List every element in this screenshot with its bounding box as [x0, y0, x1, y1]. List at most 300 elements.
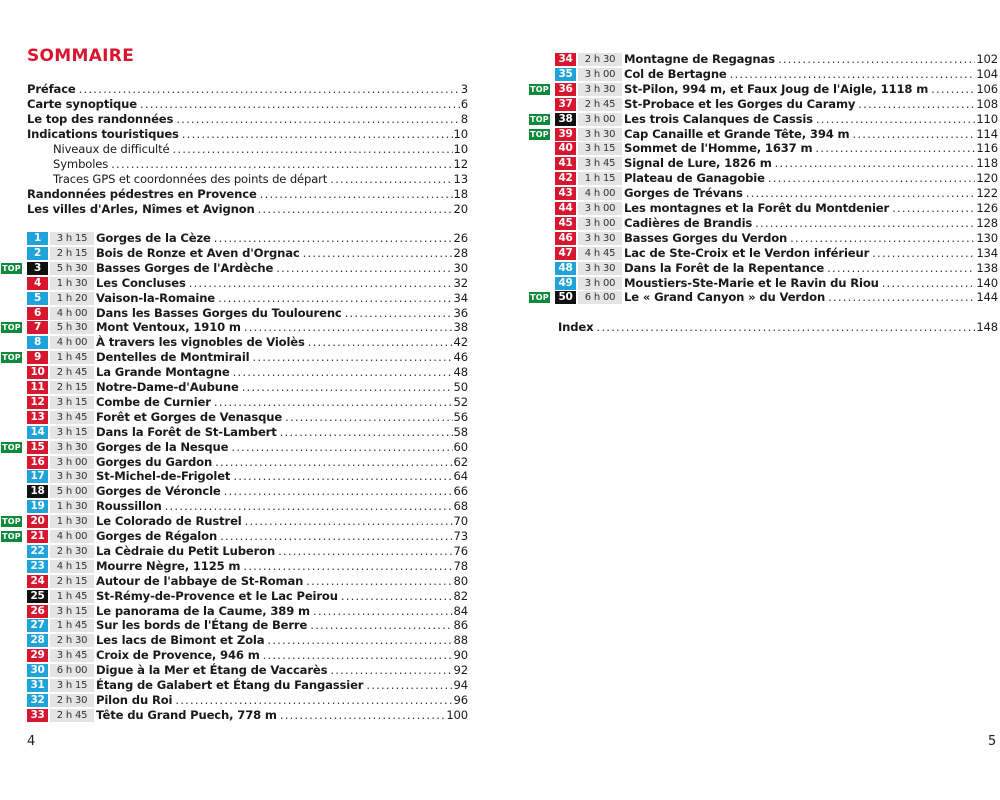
route-entry[interactable]	[96, 261, 468, 276]
duration-badge: 1 h 45	[50, 619, 94, 632]
dot-leader	[892, 201, 975, 216]
route-title: Les trois Calanques de Cassis	[624, 111, 813, 126]
route-page: 73	[453, 529, 468, 543]
route-title: Tête du Grand Puech, 778 m	[96, 707, 277, 722]
dot-leader	[308, 335, 453, 350]
dot-leader	[244, 320, 453, 335]
route-title: Le Colorado de Rustrel	[96, 514, 242, 529]
dot-leader	[827, 261, 975, 276]
route-page: 130	[976, 230, 998, 245]
dot-leader	[790, 231, 975, 246]
route-page: 108	[976, 96, 998, 111]
route-entry[interactable]	[96, 380, 468, 395]
route-entry[interactable]	[624, 290, 998, 305]
route-title: Sur les bords de l'Étang de Berre	[96, 618, 308, 633]
route-number-badge: 2	[27, 247, 48, 260]
route-title: Mourre Nègre, 1125 m	[96, 558, 241, 573]
toc-entry[interactable]	[27, 82, 468, 96]
toc-entry[interactable]	[27, 202, 468, 216]
duration-badge: 3 h 45	[50, 649, 94, 662]
dot-leader	[345, 306, 453, 321]
dot-leader	[816, 112, 975, 127]
route-number-badge: 1	[27, 232, 48, 245]
route-page: 28	[453, 245, 468, 260]
route-page: 116	[976, 141, 998, 156]
dot-leader	[366, 678, 452, 693]
duration-badge: 3 h 30	[50, 470, 94, 483]
index-entry[interactable]	[558, 320, 998, 334]
route-page: 62	[453, 454, 468, 469]
route-page: 114	[976, 126, 998, 141]
route-page: 144	[976, 290, 998, 305]
route-page: 68	[453, 499, 468, 514]
duration-badge: 1 h 20	[50, 292, 94, 305]
route-entry[interactable]	[624, 261, 998, 276]
duration-badge: 3 h 30	[578, 83, 622, 96]
route-title: Dans la Forêt de la Repentance	[624, 260, 825, 275]
duration-badge: 4 h 00	[50, 307, 94, 320]
right-page	[500, 0, 1000, 800]
route-title: Basses Gorges de l'Ardèche	[96, 260, 274, 275]
duration-badge: 3 h 00	[50, 456, 94, 469]
duration-badge: 1 h 45	[50, 351, 94, 364]
route-entry[interactable]	[96, 335, 468, 350]
route-number-badge: 30	[27, 664, 48, 677]
toc-entry-page: 13	[453, 172, 468, 186]
route-page: 100	[446, 707, 468, 722]
route-title: Roussillon	[96, 499, 162, 514]
dot-leader	[176, 112, 459, 126]
dot-leader	[303, 246, 453, 261]
route-page: 78	[453, 558, 468, 573]
route-page: 110	[976, 111, 998, 126]
route-number-badge: 39	[555, 128, 576, 141]
dot-leader	[214, 231, 453, 246]
dot-leader	[755, 216, 975, 231]
duration-badge: 3 h 30	[578, 262, 622, 275]
route-title: Dans la Forêt de St-Lambert	[96, 424, 277, 439]
route-entry[interactable]	[96, 514, 468, 529]
route-entry[interactable]	[96, 648, 468, 663]
dot-leader	[285, 410, 452, 425]
route-page: 50	[453, 380, 468, 394]
route-page: 128	[976, 215, 998, 230]
dot-leader	[175, 693, 452, 708]
route-entry[interactable]	[624, 231, 998, 246]
dot-leader	[596, 320, 975, 334]
route-title: Dans les Basses Gorges du Toulourenc	[96, 305, 342, 320]
toc-entry[interactable]	[27, 112, 468, 126]
dot-leader	[730, 67, 976, 82]
toc-entry-label: Indications touristiques	[27, 127, 179, 141]
dot-leader	[267, 633, 452, 648]
route-title: Cap Canaille et Grande Tête, 394 m	[624, 126, 850, 141]
route-page: 60	[453, 439, 468, 454]
duration-badge: 3 h 30	[50, 441, 94, 454]
top-badge: TOP	[2, 517, 21, 527]
route-title: Forêt et Gorges de Venasque	[96, 409, 283, 424]
dot-leader	[330, 172, 452, 186]
route-entry[interactable]	[624, 127, 998, 142]
duration-badge: 3 h 15	[50, 679, 94, 692]
route-entry[interactable]	[96, 469, 468, 484]
route-title: Gorges de la Nesque	[96, 439, 229, 454]
route-number-badge: 43	[555, 187, 576, 200]
route-entry[interactable]	[96, 529, 468, 544]
route-entry[interactable]	[96, 574, 468, 589]
toc-entry-page: 12	[453, 157, 468, 171]
toc-entry[interactable]	[27, 187, 468, 201]
page-number-right: 5	[988, 734, 997, 749]
route-entry[interactable]	[96, 276, 468, 291]
route-number-badge: 8	[27, 336, 48, 349]
route-page: 126	[976, 201, 998, 215]
toc-entry-label: Randonnées pédestres en Provence	[27, 187, 257, 201]
route-page: 80	[453, 573, 468, 588]
dot-leader	[768, 171, 975, 186]
route-title: Autour de l'abbaye de St-Roman	[96, 573, 304, 588]
duration-badge: 4 h 00	[578, 187, 622, 200]
route-title: St-Michel-de-Frigolet	[96, 469, 231, 484]
dot-leader	[242, 380, 453, 395]
duration-badge: 3 h 45	[50, 411, 94, 424]
route-title: La Cèdraie du Petit Luberon	[96, 543, 276, 558]
duration-badge: 3 h 30	[578, 128, 622, 141]
duration-badge: 1 h 30	[50, 277, 94, 290]
route-number-badge: 27	[27, 619, 48, 632]
route-entry[interactable]	[624, 52, 998, 67]
duration-badge: 3 h 00	[578, 277, 622, 290]
route-number-badge: 31	[27, 679, 48, 692]
dot-leader	[253, 350, 453, 365]
route-number-badge: 23	[27, 560, 48, 573]
route-page: 106	[976, 81, 998, 96]
route-page: 88	[453, 633, 468, 648]
route-page: 96	[453, 692, 468, 707]
dot-leader	[258, 202, 453, 216]
route-title: Digue à la Mer et Étang de Vaccarès	[96, 663, 328, 678]
route-page: 90	[453, 648, 468, 663]
route-number-badge: 10	[27, 366, 48, 379]
route-number-badge: 6	[27, 307, 48, 320]
route-number-badge: 32	[27, 694, 48, 707]
route-number-badge: 41	[555, 157, 576, 170]
toc-entry-label: Le top des randonnées	[27, 112, 174, 126]
route-page: 58	[453, 424, 468, 439]
route-entry[interactable]	[96, 678, 468, 693]
route-number-badge: 4	[27, 277, 48, 290]
duration-badge: 1 h 15	[578, 172, 622, 185]
route-title: Gorges de Véroncle	[96, 484, 221, 499]
route-page: 104	[976, 66, 998, 81]
route-number-badge: 35	[555, 68, 576, 81]
route-page: 52	[453, 394, 468, 409]
route-number-badge: 25	[27, 590, 48, 603]
route-title: Cadières de Brandis	[624, 215, 753, 230]
route-page: 48	[453, 365, 468, 380]
top-badge: TOP	[2, 353, 21, 363]
duration-badge: 2 h 15	[50, 247, 94, 260]
duration-badge: 2 h 30	[50, 694, 94, 707]
route-page: 30	[453, 260, 468, 275]
route-page: 46	[453, 350, 468, 365]
route-title: Gorges du Gardon	[96, 454, 213, 469]
route-entry[interactable]	[96, 425, 468, 440]
toc-entry-page: 6	[460, 97, 468, 111]
route-entry[interactable]	[624, 82, 998, 97]
dot-leader	[111, 157, 452, 171]
dot-leader	[746, 186, 976, 201]
dot-leader	[173, 142, 453, 156]
route-entry[interactable]	[624, 141, 998, 156]
route-number-badge: 42	[555, 172, 576, 185]
route-title: St-Pilon, 994 m, et Faux Joug de l'Aigle, 1118 m	[624, 81, 929, 96]
dot-leader	[815, 141, 975, 156]
index-label: Index	[558, 320, 594, 334]
dot-leader	[280, 708, 445, 723]
top-badge: TOP	[2, 442, 21, 452]
route-title: Gorges de Trévans	[624, 186, 743, 201]
toc-entry-label: Les villes d'Arles, Nîmes et Avignon	[27, 202, 255, 216]
duration-badge: 3 h 00	[578, 202, 622, 215]
route-entry[interactable]	[96, 365, 468, 380]
route-entry[interactable]	[96, 246, 468, 261]
dot-leader	[218, 291, 453, 306]
route-number-badge: 22	[27, 545, 48, 558]
route-entry[interactable]	[624, 276, 998, 291]
route-entry[interactable]	[96, 693, 468, 708]
toc-entry-label: Traces GPS et coordonnées des points de départ	[53, 172, 328, 186]
route-title: Notre-Dame-d'Aubune	[96, 380, 239, 394]
duration-badge: 2 h 15	[50, 381, 94, 394]
duration-badge: 5 h 00	[50, 485, 94, 498]
route-entry[interactable]	[624, 171, 998, 186]
route-number-badge: 3	[27, 262, 48, 275]
toc-entry[interactable]	[53, 172, 468, 186]
route-page: 26	[453, 231, 468, 245]
route-number-badge: 45	[555, 217, 576, 230]
route-number-badge: 14	[27, 426, 48, 439]
dot-leader	[330, 663, 452, 678]
route-number-badge: 37	[555, 98, 576, 111]
route-page: 66	[453, 484, 468, 499]
duration-badge: 1 h 30	[50, 500, 94, 513]
route-number-badge: 11	[27, 381, 48, 394]
top-badge: TOP	[530, 114, 549, 124]
route-entry[interactable]	[96, 589, 468, 604]
route-number-badge: 28	[27, 634, 48, 647]
route-entry[interactable]	[624, 246, 998, 261]
duration-badge: 5 h 30	[50, 262, 94, 275]
route-page: 82	[453, 588, 468, 603]
dot-leader	[931, 82, 975, 97]
route-page: 64	[453, 469, 468, 484]
route-title: Signal de Lure, 1826 m	[624, 156, 772, 171]
route-entry[interactable]	[624, 112, 998, 127]
route-number-badge: 17	[27, 470, 48, 483]
route-page: 84	[453, 603, 468, 618]
duration-badge: 4 h 00	[50, 530, 94, 543]
route-number-badge: 21	[27, 530, 48, 543]
duration-badge: 1 h 45	[50, 590, 94, 603]
route-title: Moustiers-Ste-Marie et le Ravin du Riou	[624, 275, 879, 290]
dot-leader	[231, 440, 452, 455]
duration-badge: 3 h 45	[578, 157, 622, 170]
duration-badge: 6 h 00	[578, 291, 622, 304]
top-badge: TOP	[530, 129, 549, 139]
route-title: Les lacs de Bimont et Zola	[96, 633, 265, 648]
dot-leader	[220, 529, 452, 544]
toc-entry[interactable]	[27, 97, 468, 111]
route-entry[interactable]	[624, 97, 998, 112]
duration-badge: 3 h 15	[50, 396, 94, 409]
route-entry[interactable]	[96, 306, 468, 321]
route-page: 38	[453, 320, 468, 335]
dot-leader	[165, 499, 453, 514]
route-page: 138	[976, 260, 998, 275]
route-entry[interactable]	[96, 440, 468, 455]
toc-entry[interactable]	[27, 127, 468, 141]
top-badge: TOP	[530, 293, 549, 303]
dot-leader	[882, 276, 976, 291]
route-number-badge: 15	[27, 441, 48, 454]
route-entry[interactable]	[624, 156, 998, 171]
toc-entry-page: 18	[453, 187, 468, 201]
route-entry[interactable]	[96, 484, 468, 499]
route-title: St-Rémy-de-Provence et le Lac Peirou	[96, 588, 338, 603]
route-title: Mont Ventoux, 1910 m	[96, 320, 241, 335]
duration-badge: 3 h 00	[578, 68, 622, 81]
route-entry[interactable]	[96, 604, 468, 619]
route-entry[interactable]	[624, 201, 998, 216]
route-title: Le « Grand Canyon » du Verdon	[624, 290, 826, 305]
route-entry[interactable]	[96, 455, 468, 470]
dot-leader	[224, 484, 453, 499]
toc-entry-label: Carte synoptique	[27, 97, 137, 111]
dot-leader	[872, 246, 975, 261]
route-entry[interactable]	[96, 633, 468, 648]
route-entry[interactable]	[96, 559, 468, 574]
route-entry[interactable]	[96, 544, 468, 559]
route-number-badge: 38	[555, 113, 576, 126]
dot-leader	[341, 589, 453, 604]
dot-leader	[79, 82, 460, 96]
page-number-left: 4	[27, 734, 36, 749]
duration-badge: 5 h 30	[50, 321, 94, 334]
duration-badge: 2 h 30	[578, 53, 622, 66]
route-title: Gorges de la Cèze	[96, 231, 211, 245]
toc-entry-page: 10	[453, 127, 468, 141]
route-number-badge: 7	[27, 321, 48, 334]
duration-badge: 3 h 30	[578, 232, 622, 245]
route-title: Plateau de Ganagobie	[624, 171, 765, 186]
dot-leader	[215, 455, 452, 470]
route-title: Lac de Ste-Croix et le Verdon inférieur	[624, 245, 870, 260]
route-page: 34	[453, 290, 468, 305]
route-number-badge: 36	[555, 83, 576, 96]
duration-badge: 3 h 15	[50, 426, 94, 439]
route-page: 56	[453, 409, 468, 424]
route-number-badge: 34	[555, 53, 576, 66]
dot-leader	[278, 544, 452, 559]
route-title: Montagne de Regagnas	[624, 52, 775, 66]
route-page: 36	[453, 305, 468, 320]
toc-entry-page: 10	[453, 142, 468, 156]
route-entry[interactable]	[96, 350, 468, 365]
index-page: 148	[976, 320, 998, 334]
route-number-badge: 33	[27, 709, 48, 722]
duration-badge: 2 h 45	[50, 366, 94, 379]
route-page: 86	[453, 618, 468, 633]
route-title: Croix de Provence, 946 m	[96, 648, 260, 663]
dot-leader	[306, 574, 452, 589]
route-title: Les montagnes et la Forêt du Montdenier	[624, 201, 890, 215]
duration-badge: 2 h 30	[50, 545, 94, 558]
dot-leader	[858, 97, 975, 112]
route-entry[interactable]	[96, 291, 468, 306]
dot-leader	[313, 604, 453, 619]
route-entry[interactable]	[624, 67, 998, 82]
page-title: SOMMAIRE	[27, 46, 135, 66]
toc-entry-page: 20	[453, 202, 468, 216]
route-page: 94	[453, 678, 468, 692]
duration-badge: 4 h 00	[50, 336, 94, 349]
route-page: 70	[453, 514, 468, 529]
toc-entry[interactable]	[53, 142, 468, 156]
dot-leader	[310, 618, 452, 633]
dot-leader	[214, 395, 453, 410]
duration-badge: 3 h 15	[50, 232, 94, 245]
route-title: À travers les vignobles de Violès	[96, 335, 305, 350]
duration-badge: 3 h 00	[578, 217, 622, 230]
route-number-badge: 20	[27, 515, 48, 528]
dot-leader	[778, 52, 975, 67]
route-number-badge: 47	[555, 247, 576, 260]
duration-badge: 4 h 45	[578, 247, 622, 260]
route-number-badge: 50	[555, 291, 576, 304]
route-number-badge: 16	[27, 456, 48, 469]
toc-entry-label: Préface	[27, 82, 76, 96]
duration-badge: 2 h 45	[578, 98, 622, 111]
route-entry[interactable]	[96, 618, 468, 633]
route-title: Pilon du Roi	[96, 692, 173, 707]
route-title: Combe de Curnier	[96, 394, 211, 409]
dot-leader	[140, 97, 460, 111]
route-entry[interactable]	[96, 320, 468, 335]
duration-badge: 2 h 15	[50, 575, 94, 588]
dot-leader	[189, 276, 453, 291]
route-entry[interactable]	[96, 708, 468, 723]
route-entry[interactable]	[96, 231, 468, 246]
top-badge: TOP	[2, 532, 21, 541]
route-entry[interactable]	[624, 216, 998, 231]
route-number-badge: 48	[555, 262, 576, 275]
route-entry[interactable]	[96, 663, 468, 678]
route-entry[interactable]	[96, 410, 468, 425]
route-entry[interactable]	[96, 395, 468, 410]
route-entry[interactable]	[96, 499, 468, 514]
route-title: Vaison-la-Romaine	[96, 290, 216, 305]
route-title: St-Probace et les Gorges du Caramy	[624, 96, 856, 111]
toc-entry[interactable]	[53, 157, 468, 171]
toc-entry-label: Symboles	[53, 157, 109, 171]
route-entry[interactable]	[624, 186, 998, 201]
top-badge: TOP	[2, 323, 21, 333]
dot-leader	[263, 648, 453, 663]
dot-leader	[775, 156, 976, 171]
route-number-badge: 13	[27, 411, 48, 424]
dot-leader	[276, 261, 452, 276]
